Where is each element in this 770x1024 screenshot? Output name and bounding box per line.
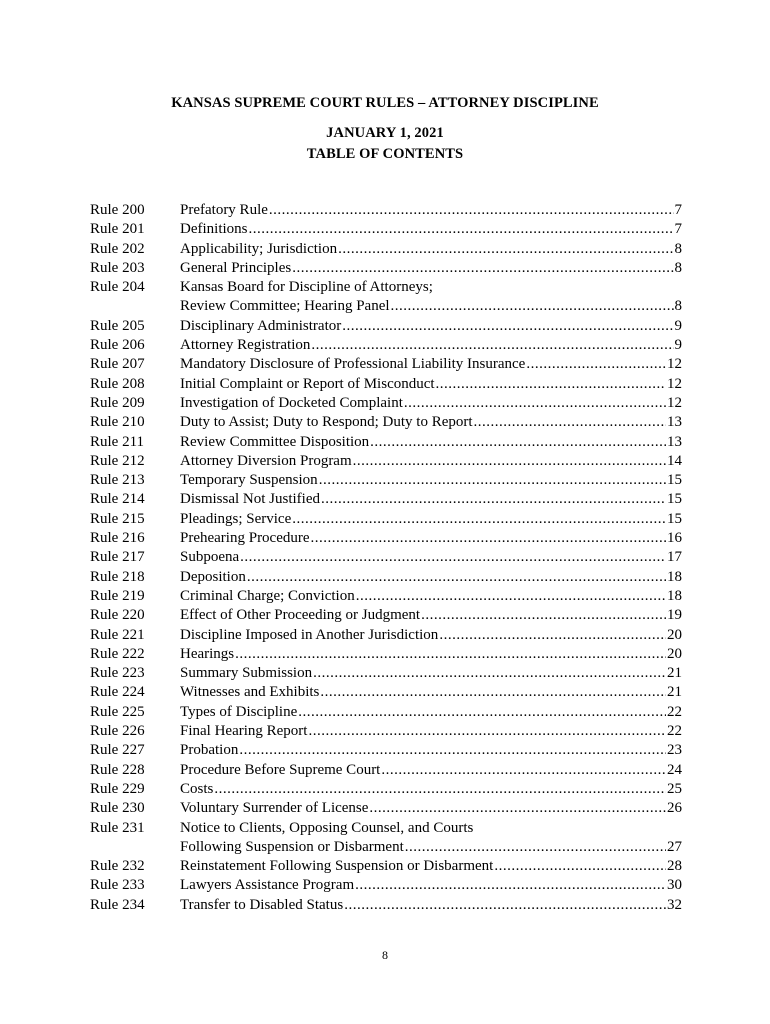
toc-title: Investigation of Docketed Complaint	[180, 394, 403, 411]
toc-rule-number: Rule 225	[90, 703, 145, 720]
toc-entry	[90, 510, 682, 529]
toc-title: Probation	[180, 742, 239, 759]
toc-rule-number: Rule 206	[90, 337, 145, 354]
toc-rule-number: Rule 223	[90, 665, 145, 682]
toc-entry	[90, 452, 682, 471]
toc-page-number: 13	[667, 414, 682, 431]
toc-entry	[90, 394, 682, 413]
toc-entry	[90, 433, 682, 452]
dot-leader	[342, 317, 673, 336]
toc-entry	[90, 683, 682, 702]
toc-title: Review Committee; Hearing Panel	[180, 298, 390, 315]
toc-page-number: 23	[667, 742, 682, 759]
toc-title: Applicability; Jurisdiction	[180, 240, 338, 257]
toc-title: Review Committee Disposition	[180, 433, 370, 450]
toc-page-number: 7	[674, 221, 682, 238]
toc-page-number: 15	[667, 510, 682, 527]
toc-page-number: 20	[667, 645, 682, 662]
toc-entry	[90, 220, 682, 239]
dot-leader	[391, 297, 674, 316]
toc-rule-number: Rule 212	[90, 452, 145, 469]
toc-title: Duty to Assist; Duty to Respond; Duty to Report	[180, 414, 473, 431]
toc-page-number: 22	[667, 703, 682, 720]
toc-entry	[90, 780, 682, 799]
toc-page-number: 16	[667, 530, 682, 547]
toc-entry	[90, 896, 682, 915]
toc-rule-number: Rule 229	[90, 780, 145, 797]
toc-page-number: 21	[667, 665, 682, 682]
toc-page-number: 7	[674, 202, 682, 218]
toc-page-number: 12	[667, 394, 682, 411]
dot-leader	[526, 355, 666, 374]
toc-title: Hearings	[180, 645, 235, 662]
toc-rule-number: Rule 213	[90, 472, 145, 489]
toc-rule-number: Rule 231	[90, 819, 145, 836]
dot-leader	[321, 490, 666, 509]
toc-rule-number: Rule 204	[90, 279, 145, 296]
toc-page-number: 22	[667, 723, 682, 740]
toc-entry	[90, 201, 682, 220]
toc-title: Discipline Imposed in Another Jurisdiction	[180, 626, 439, 643]
toc-entry	[90, 278, 682, 317]
dot-leader	[292, 259, 673, 278]
page-number: 8	[382, 948, 388, 962]
dot-leader	[338, 240, 673, 259]
toc-title: Subpoena	[180, 549, 240, 566]
toc-rule-number: Rule 214	[90, 491, 145, 508]
toc-page-number: 27	[667, 838, 682, 855]
dot-leader	[311, 336, 673, 355]
toc-entry	[90, 355, 682, 374]
toc-entry	[90, 626, 682, 645]
toc-rule-number: Rule 218	[90, 568, 145, 585]
dot-leader	[269, 201, 674, 220]
toc-page-number: 12	[667, 375, 682, 392]
toc-rule-number: Rule 209	[90, 394, 145, 411]
dot-leader	[298, 703, 666, 722]
toc-title: Definitions	[180, 221, 248, 238]
toc-entry	[90, 761, 682, 780]
dot-leader	[249, 220, 674, 239]
toc-rule-number: Rule 210	[90, 414, 145, 431]
toc-page-number: 32	[667, 896, 682, 913]
toc-page-number: 14	[667, 452, 682, 469]
dot-leader	[235, 645, 666, 664]
dot-leader	[356, 587, 666, 606]
toc-page-number: 8	[674, 298, 682, 315]
dot-leader	[247, 568, 666, 587]
dot-leader	[494, 857, 666, 876]
dot-leader	[405, 838, 666, 857]
dot-leader	[214, 780, 666, 799]
toc-entry	[90, 336, 682, 355]
toc-entry	[90, 819, 682, 858]
document-date: JANUARY 1, 2021	[326, 125, 444, 141]
toc-title: Attorney Registration	[180, 337, 311, 354]
toc-title: General Principles	[180, 259, 292, 276]
toc-page-number: 20	[667, 626, 682, 643]
toc-title: Temporary Suspension	[180, 472, 318, 489]
toc-entry	[90, 568, 682, 587]
toc-entry	[90, 529, 682, 548]
dot-leader	[311, 529, 666, 548]
toc-rule-number: Rule 234	[90, 896, 145, 913]
dot-leader	[369, 799, 666, 818]
dot-leader	[313, 664, 666, 683]
toc-entry	[90, 259, 682, 278]
toc-title: Effect of Other Proceeding or Judgment	[180, 607, 421, 624]
toc-title: Prefatory Rule	[180, 202, 268, 218]
toc-rule-number: Rule 219	[90, 587, 145, 604]
toc-page-number: 18	[667, 587, 682, 604]
dot-leader	[436, 375, 666, 394]
toc-page-number: 15	[667, 491, 682, 508]
toc-rule-number: Rule 215	[90, 510, 145, 527]
toc-title: Deposition	[180, 568, 246, 585]
dot-leader	[404, 394, 666, 413]
dot-leader	[381, 761, 666, 780]
toc-entry	[90, 240, 682, 259]
toc-title: Following Suspension or Disbarment	[180, 838, 404, 855]
toc-entry	[90, 606, 682, 625]
toc-page-number: 13	[667, 433, 682, 450]
toc-page-number: 30	[667, 877, 682, 894]
toc-entry	[90, 413, 682, 432]
dot-leader	[292, 510, 666, 529]
dot-leader	[239, 741, 666, 760]
toc-rule-number: Rule 230	[90, 800, 145, 817]
toc-rule-number: Rule 224	[90, 684, 145, 701]
toc-title: Voluntary Surrender of License	[180, 800, 369, 817]
toc-page-number: 28	[667, 858, 682, 875]
toc-title: Summary Submission	[180, 665, 313, 682]
toc-page-number: 25	[667, 780, 682, 797]
toc-heading: TABLE OF CONTENTS	[306, 146, 464, 162]
toc-page-number: 8	[674, 240, 682, 257]
toc-entry	[90, 703, 682, 722]
toc-entry	[90, 490, 682, 509]
dot-leader	[319, 471, 666, 490]
document-title: KANSAS SUPREME COURT RULES – ATTORNEY DISCIPLINE	[171, 95, 599, 111]
dot-leader	[421, 606, 666, 625]
toc-rule-number: Rule 207	[90, 356, 145, 373]
toc-rule-number: Rule 220	[90, 607, 145, 624]
toc-title: Lawyers Assistance Program	[180, 877, 355, 894]
toc-title: Dismissal Not Justified	[180, 491, 321, 508]
toc-page-number: 19	[667, 607, 682, 624]
toc-rule-number: Rule 203	[90, 259, 145, 276]
toc-rule-number: Rule 226	[90, 723, 145, 740]
toc-rule-number: Rule 233	[90, 877, 145, 894]
toc-title: Mandatory Disclosure of Professional Liability Insurance	[180, 356, 526, 373]
toc-title: Costs	[180, 780, 214, 797]
toc-rule-number: Rule 208	[90, 375, 145, 392]
toc-entry	[90, 741, 682, 760]
toc-rule-number: Rule 216	[90, 530, 145, 547]
toc-page-number: 18	[667, 568, 682, 585]
toc-title: Initial Complaint or Report of Misconduct	[180, 375, 435, 392]
dot-leader	[353, 452, 666, 471]
dot-leader	[320, 683, 666, 702]
toc-rule-number: Rule 211	[90, 433, 145, 450]
dot-leader	[474, 413, 666, 432]
toc-title: Disciplinary Administrator	[180, 317, 342, 334]
toc-title: Procedure Before Supreme Court	[180, 761, 381, 778]
toc-rule-number: Rule 228	[90, 761, 145, 778]
toc-page-number: 24	[667, 761, 682, 778]
toc-title: Attorney Diversion Program	[180, 452, 352, 469]
dot-leader	[439, 626, 666, 645]
dot-leader	[355, 876, 666, 895]
toc-rule-number: Rule 222	[90, 645, 145, 662]
toc-page-number: 12	[667, 356, 682, 373]
toc-entry	[90, 857, 682, 876]
toc-entry	[90, 645, 682, 664]
toc-title: Prehearing Procedure	[180, 530, 310, 547]
toc-page-number: 17	[667, 549, 682, 566]
toc-title: Types of Discipline	[180, 703, 298, 720]
toc-rule-number: Rule 201	[90, 221, 145, 238]
toc-entry	[90, 587, 682, 606]
dot-leader	[240, 548, 666, 567]
toc-entry	[90, 548, 682, 567]
dot-leader	[308, 722, 666, 741]
toc-rule-number: Rule 227	[90, 742, 145, 759]
toc-title: Criminal Charge; Conviction	[180, 587, 355, 604]
table-of-contents	[90, 201, 682, 915]
toc-rule-number: Rule 232	[90, 858, 145, 875]
toc-title: Transfer to Disabled Status	[180, 896, 344, 913]
toc-page-number: 15	[667, 472, 682, 489]
toc-rule-number: Rule 217	[90, 549, 145, 566]
toc-entry	[90, 375, 682, 394]
toc-title-line1: Kansas Board for Discipline of Attorneys;	[180, 279, 433, 296]
toc-title: Pleadings; Service	[180, 510, 292, 527]
toc-title: Witnesses and Exhibits	[180, 684, 320, 701]
toc-entry	[90, 876, 682, 895]
toc-entry	[90, 722, 682, 741]
toc-page-number: 21	[667, 684, 682, 701]
toc-page-number: 9	[674, 317, 682, 334]
toc-title: Reinstatement Following Suspension or Disbarment	[180, 858, 494, 875]
toc-rule-number: Rule 221	[90, 626, 145, 643]
toc-entry	[90, 799, 682, 818]
toc-page-number: 26	[667, 800, 682, 817]
toc-rule-number: Rule 205	[90, 317, 145, 334]
toc-entry	[90, 664, 682, 683]
toc-page-number: 9	[674, 337, 682, 354]
toc-entry	[90, 317, 682, 336]
toc-rule-number: Rule 202	[90, 240, 145, 257]
toc-title-line1: Notice to Clients, Opposing Counsel, and Courts	[180, 819, 474, 836]
dot-leader	[344, 896, 666, 915]
toc-page-number: 8	[674, 259, 682, 276]
dot-leader	[370, 433, 666, 452]
toc-entry	[90, 471, 682, 490]
toc-title: Final Hearing Report	[180, 723, 308, 740]
toc-rule-number: Rule 200	[90, 202, 145, 218]
